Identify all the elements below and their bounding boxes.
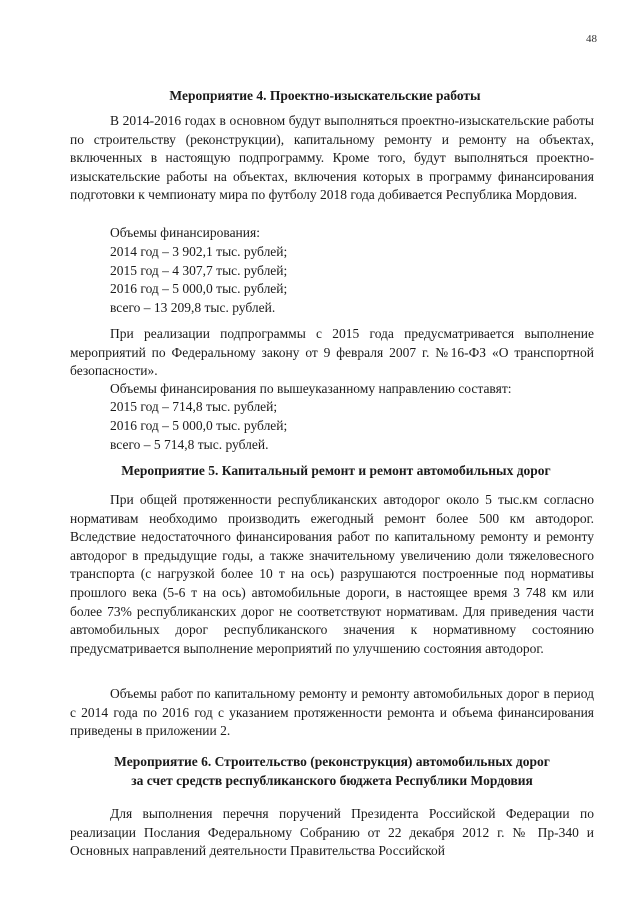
section4-paragraph2: При реализации подпрограммы с 2015 года предусматривается выполнение мероприятий по Федеральному закону от 9 февраля 2007 г. №16-ФЗ «О транспортной безопасности». — [70, 326, 594, 379]
section4-paragraph: В 2014-2016 годах в основном будут выполняться проектно-изыскательские работы по строительству (реконструкции), капитальному ремонту и ремонту на объектах, включенных в настоящую подпрограмму. Кроме того, будут выполняться проектно-изыскательские работы на объектах, включения которых в программу финансирования подготовки к чемпионату мира по футболу 2018 года добивается Республика Мордовия. — [70, 113, 594, 203]
section5-paragraph2: Объемы работ по капитальному ремонту и ремонту автомобильных дорог в период с 2014 года по 2016 год с указанием протяженности ремонта и объема финансирования приведены в приложении 2. — [70, 686, 594, 739]
section4-funding2-2016: 2016 год – 5 000,0 тыс. рублей; — [110, 418, 288, 433]
section4-funding2-total: всего – 5 714,8 тыс. рублей. — [110, 437, 269, 452]
section4-heading: Мероприятие 4. Проектно-изыскательские работы — [169, 88, 481, 103]
section4-funding-2016: 2016 год – 5 000,0 тыс. рублей; — [110, 281, 288, 296]
section6-heading-line1: Мероприятие 6. Строительство (реконструкция) автомобильных дорог — [114, 754, 550, 769]
section6-heading-line2: за счет средств республиканского бюджета Республики Мордовия — [131, 773, 533, 788]
section4-funding-title: Объемы финансирования: — [110, 225, 260, 240]
section5-paragraph: При общей протяженности республиканских автодорог около 5 тыс.км согласно нормативам необходимо производить ежегодный ремонт более 500 км автодорог. Вследствие недостаточного финансирования работ по капитальному ремонту и ремонту автодорог в предыдущие годы, а также значительному увеличению доли тяжеловесного транспорта (с нагрузкой более 10 т на ось) разрушаются построенные под нормативы прошлого века (5-6 т на ось) автомобильные дороги, в настоящее время 3 748 км или более 73% республиканских дорог не соответствуют нормативам. Для приведения части автомобильных дорог республиканского значения к нормативному состоянию предусматривается выполнение мероприятий по улучшению состояния автодорог. — [70, 492, 594, 656]
section4-funding2-title: Объемы финансирования по вышеуказанному направлению составят: — [110, 381, 512, 396]
section4-funding-total: всего – 13 209,8 тыс. рублей. — [110, 300, 276, 315]
section6-paragraph: Для выполнения перечня поручений Президента Российской Федерации по реализации Послания Федеральному Собранию от 22 декабря 2012 г. № Пр-340 и Основных направлений деятельности Правительства Российской — [70, 806, 594, 859]
section4-funding-2014: 2014 год – 3 902,1 тыс. рублей; — [110, 244, 288, 259]
section5-heading: Мероприятие 5. Капитальный ремонт и ремонт автомобильных дорог — [121, 463, 551, 478]
page-number: 48 — [586, 33, 597, 45]
section4-funding2-2015: 2015 год – 714,8 тыс. рублей; — [110, 399, 278, 414]
section4-funding-2015: 2015 год – 4 307,7 тыс. рублей; — [110, 263, 288, 278]
